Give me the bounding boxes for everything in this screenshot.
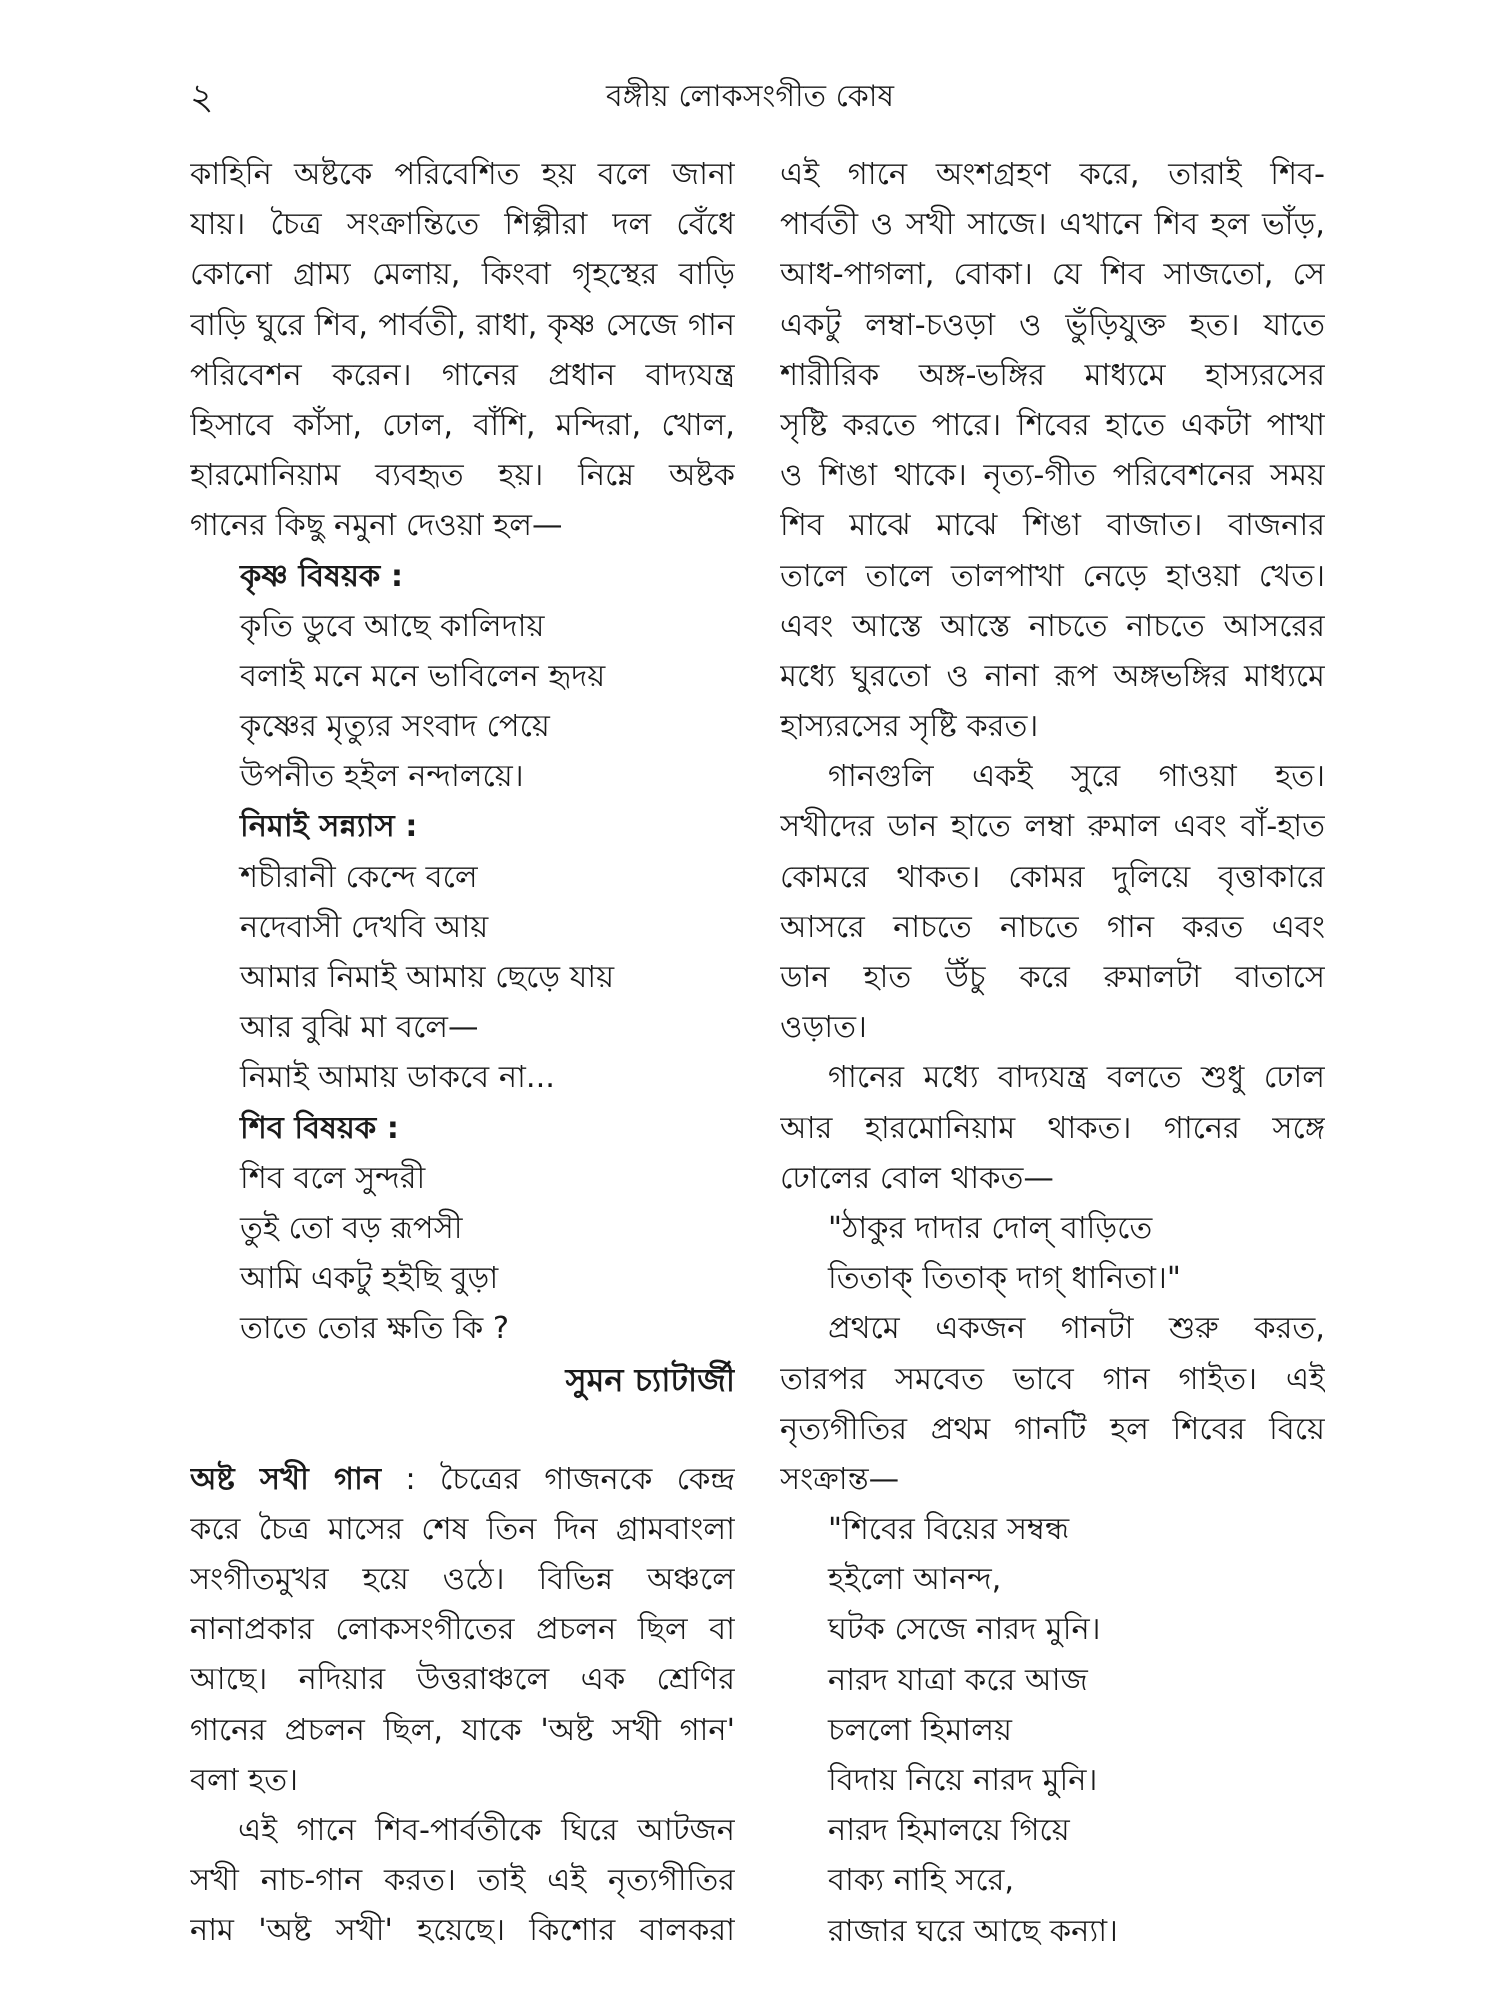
text-line: সংগীতমুখর হয়ে ওঠে। বিভিন্ন অঞ্চলে [190,1562,735,1598]
entry-title: অষ্ট সখী গান [190,1461,382,1497]
text-line: এবং আস্তে আস্তে নাচতে নাচতে আসরের [780,608,1325,644]
section-gap [190,1405,735,1455]
text-line: কাহিনি অষ্টকে পরিবেশিত হয় বলে জানা [190,157,735,192]
text-line: বলা হত। [190,1762,299,1798]
verse-line: আমি একটু হইছি বুড়া [240,1261,499,1297]
text-line: পরিবেশন করেন। গানের প্রধান বাদ্যযন্ত্র [190,357,735,393]
text-line: যায়। চৈত্র সংক্রান্তিতে শিল্পীরা দল বেঁধে [190,207,735,243]
verse-line: তুই তো বড় রূপসী [240,1210,463,1246]
text-line: ওড়াত। [780,1010,867,1046]
text-line: সখীদের ডান হাতে লম্বা রুমাল এবং বাঁ-হাত [780,809,1325,845]
verse-line: কৃষ্ণের মৃত্যুর সংবাদ পেয়ে [240,709,550,745]
text-line: শারীরিক অঙ্গ-ভঙ্গির মাধ্যমে হাস্যরসের [780,357,1325,393]
text-line: নাম 'অষ্ট সখী' হয়েছে। কিশোর বালকরা [190,1913,735,1949]
verse-line: নারদ হিমালয়ে গিয়ে [828,1813,1070,1849]
verse-line: নিমাই আমায় ডাকবে না... [240,1060,555,1096]
verse-line: হইলো আনন্দ, [828,1562,1002,1598]
page-header [0,70,1500,120]
running-title: বঙ্গীয় লোকসংগীত কোষ [605,79,895,114]
text-line: মধ্যে ঘুরতো ও নানা রূপ অঙ্গভঙ্গির মাধ্যমে [780,658,1325,694]
text-line: আধ-পাগলা, বোকা। যে শিব সাজতো, সে [780,257,1325,293]
verse-line: "ঠাকুর দাদার দোল্ বাড়িতে [828,1210,1153,1246]
text-line: আসরে নাচতে নাচতে গান করত এবং [780,909,1325,945]
entry-first-line [190,1455,735,1505]
text-line: সংক্রান্ত— [780,1461,900,1497]
verse-line: আর বুঝি মা বলে— [240,1010,479,1046]
text-line: আর হারমোনিয়াম থাকত। গানের সঙ্গে [780,1110,1325,1146]
entry-first-line-text: : চৈত্রের গাজনকে কেন্দ্র [405,1461,735,1497]
text-line: নৃত্যগীতির প্রথম গানটি হল শিবের বিয়ে [780,1411,1325,1447]
text-line: গানের প্রচলন ছিল, যাকে 'অষ্ট সখী গান' [190,1712,735,1748]
song-heading: কৃষ্ণ বিষয়ক : [240,558,404,594]
verse-line: নদেবাসী দেখবি আয় [240,909,489,945]
text-line: ডান হাত উঁচু করে রুমালটা বাতাসে [780,960,1325,995]
text-line: কোমরে থাকত। কোমর দুলিয়ে বৃত্তাকারে [780,859,1325,895]
verse-line: ঘটক সেজে নারদ মুনি। [828,1612,1101,1648]
song-heading: শিব বিষয়ক : [240,1110,400,1146]
page-number: ২ [190,77,214,118]
author-name: সুমন চ্যাটার্জী [565,1360,735,1399]
left-column [190,150,735,1957]
text-line: এই গানে শিব-পার্বতীকে ঘিরে আটজন [238,1813,735,1848]
text-line: তালে তালে তালপাখা নেড়ে হাওয়া খেত। [780,558,1325,594]
text-line: একটু লম্বা-চওড়া ও ভুঁড়িযুক্ত হত। যাতে [780,307,1325,343]
text-line: পার্বতী ও সখী সাজে। এখানে শিব হল ভাঁড়, [780,207,1325,243]
text-line: তারপর সমবেত ভাবে গান গাইত। এই [780,1361,1325,1397]
text-line: সৃষ্টি করতে পারে। শিবের হাতে একটা পাখা [780,407,1325,443]
text-line: কোনো গ্রাম্য মেলায়, কিংবা গৃহস্থের বাড়ি [190,257,735,293]
text-line: আছে। নদিয়ার উত্তরাঞ্চলে এক শ্রেণির [190,1662,735,1698]
text-line: প্রথমে একজন গানটা শুরু করত, [828,1311,1325,1347]
text-line: সখী নাচ-গান করত। তাই এই নৃত্যগীতির [190,1863,735,1899]
verse-line: রাজার ঘরে আছে কন্যা। [828,1913,1118,1949]
verse-line: বাক্য নাহি সরে, [828,1863,1015,1899]
verse-line: শচীরানী কেন্দে বলে [240,859,478,895]
text-line: ঢোলের বোল থাকত— [780,1160,1054,1196]
verse-line: বিদায় নিয়ে নারদ মুনি। [828,1763,1098,1798]
text-line: হাস্যরসের সৃষ্টি করত। [780,709,1039,745]
verse-line: চললো হিমালয় [828,1712,1012,1748]
verse-line: বলাই মনে মনে ভাবিলেন হৃদয় [240,658,606,694]
text-line: গানের কিছু নমুনা দেওয়া হল— [190,508,563,544]
verse-line: আমার নিমাই আমায় ছেড়ে যায় [240,960,615,995]
text-line: এই গানে অংশগ্রহণ করে, তারাই শিব- [780,157,1325,192]
verse-line: তাতে তোর ক্ষতি কি ? [240,1311,510,1347]
song-heading: নিমাই সন্ন্যাস : [240,809,418,845]
verse-line: উপনীত হইল নন্দালয়ে। [240,759,524,795]
text-line: বাড়ি ঘুরে শিব, পার্বতী, রাধা, কৃষ্ণ সেজে গান [190,307,735,343]
text-line: করে চৈত্র মাসের শেষ তিন দিন গ্রামবাংলা [190,1511,735,1547]
right-column [780,150,1325,1957]
verse-line: নারদ যাত্রা করে আজ [828,1662,1088,1698]
verse-line: কৃতি ডুবে আছে কালিদায় [240,608,545,644]
verse-line: তিতাক্ তিতাক্ দাগ্ ধানিতা।" [828,1261,1181,1297]
text-line: গানগুলি একই সুরে গাওয়া হত। [828,759,1325,795]
verse-line: "শিবের বিয়ের সম্বন্ধ [828,1512,1070,1548]
text-line: হারমোনিয়াম ব্যবহৃত হয়। নিম্নে অষ্টক [190,458,735,494]
text-line: গানের মধ্যে বাদ্যযন্ত্র বলতে শুধু ঢোল [828,1060,1325,1096]
text-line: শিব মাঝে মাঝে শিঙা বাজাত। বাজনার [780,508,1325,544]
text-line: হিসাবে কাঁসা, ঢোল, বাঁশি, মন্দিরা, খোল, [190,407,735,443]
verse-line: শিব বলে সুন্দরী [240,1160,426,1196]
text-line: ও শিঙা থাকে। নৃত্য-গীত পরিবেশনের সময় [780,458,1325,494]
text-line: নানাপ্রকার লোকসংগীতের প্রচলন ছিল বা [190,1612,735,1648]
